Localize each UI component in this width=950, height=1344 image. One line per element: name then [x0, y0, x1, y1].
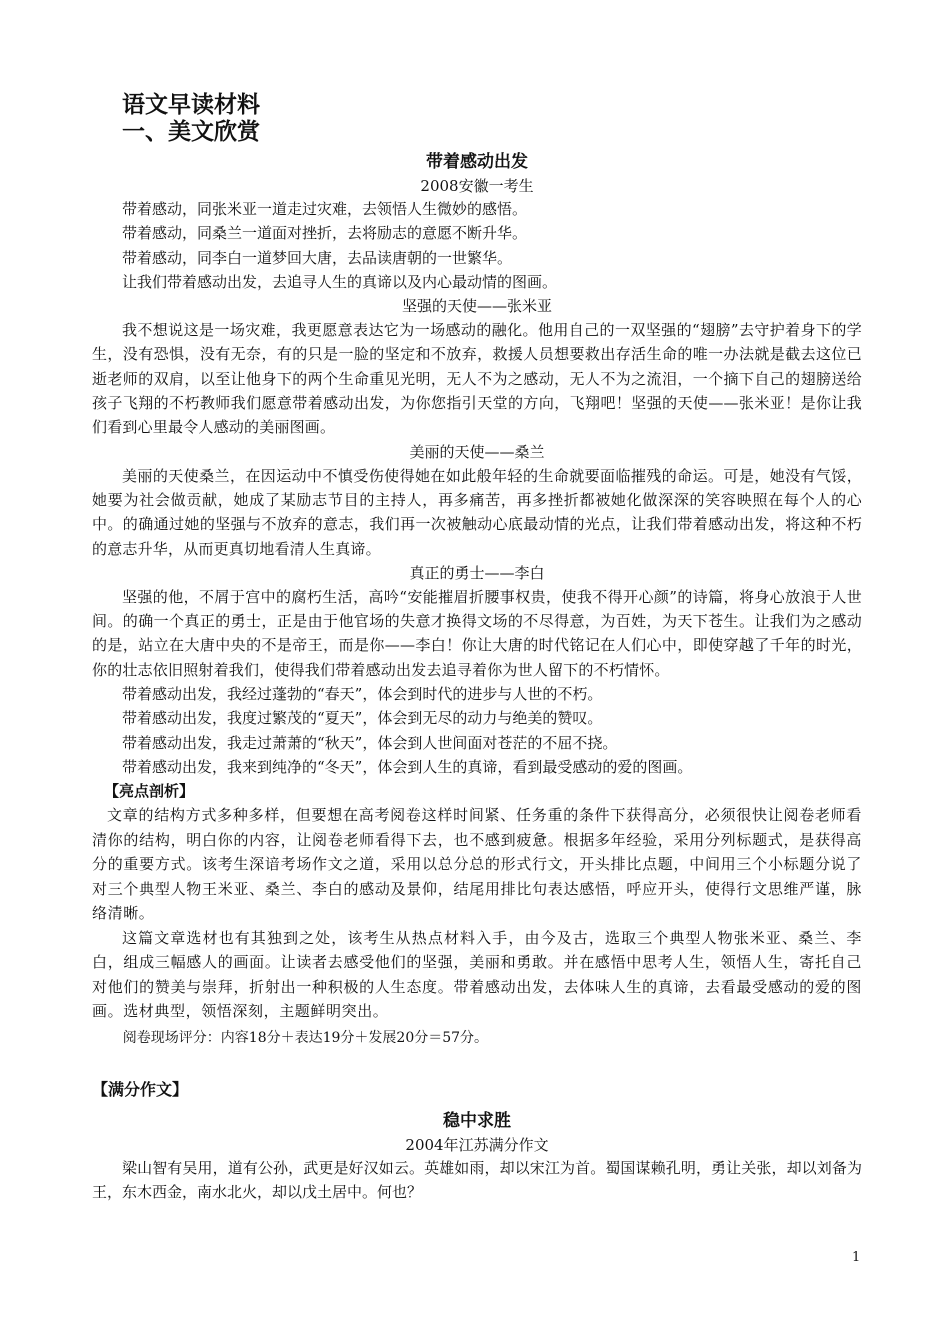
article-source: 2008安徽一考生	[420, 177, 534, 195]
essay-source: 2004年江苏满分作文	[405, 1135, 549, 1154]
article-title: 带着感动出发	[426, 152, 528, 172]
score-line: 阅卷现场评分：内容18分＋表达19分＋发展20分＝57分。	[122, 1029, 489, 1046]
intro-line: 带着感动，同李白一道梦回大唐，去品读唐朝的一世繁华。	[122, 248, 513, 267]
document-title: 语文早读材料	[122, 92, 260, 118]
intro-line: 带着感动，同张米亚一道走过灾难，去领悟人生微妙的感悟。	[122, 200, 528, 218]
subheading-libai: 真正的勇士——李白	[409, 563, 545, 582]
paragraph-sanglan: 美丽的天使桑兰，在因运动中不慎受伤使得她在如此般年轻的生命就要面临摧残的命运。可是，她没有气馁，她要为社会做贡献，她成了某励志节目的主持人，再多痛苦，再多挫折都被她化做深深的笑容映照在每个人的心中。的确通过她的坚强与不放弃的意志，我们再一次被触动心底最动情的光点，让我们带着感动出发，将这种不朽的意志升华，从而更真切地看清人生真谛。	[92, 466, 862, 558]
essay-title: 稳中求胜	[443, 1110, 511, 1131]
full-score-essay-label: 【满分作文】	[92, 1079, 189, 1099]
intro-line: 带着感动，同桑兰一道面对挫折，去将励志的意愿不断升华。	[122, 224, 528, 243]
outro-line: 带着感动出发，我来到纯净的“冬天”，体会到人生的真谛，看到最受感动的爱的图画。	[122, 757, 693, 776]
subheading-sanglan: 美丽的天使——桑兰	[409, 442, 545, 461]
outro-line: 带着感动出发，我度过繁茂的“夏天”，体会到无尽的动力与绝美的赞叹。	[122, 709, 603, 728]
section-heading: 一、美文欣赏	[122, 119, 260, 145]
page-number: 1	[852, 1250, 861, 1265]
paragraph-zhangmiya: 我不想说这是一场灾难，我更愿意表达它为一场感动的融化。他用自己的一双坚强的“翅膀”去守护着身下的学生，没有恐惧，没有无奈，有的只是一脸的坚定和不放弃，救援人员想要救出存活生命的唯一办法就是截去这位已逝老师的双肩，以至让他身下的两个生命重见光明，无人不为之感动，无人不为之流泪，一个摘下自己的翅膀送给孩子飞翔的不朽教师我们愿意带着感动出发，为你您指引天堂的方向，飞翔吧！坚强的天使——张米亚！是你让我们看到心里最令人感动的美丽图画。	[92, 321, 862, 437]
subheading-zhangmiya: 坚强的天使——张米亚	[401, 297, 552, 316]
paragraph-libai: 坚强的他，不屑于宫中的腐朽生活，高吟“安能摧眉折腰事权贵，使我不得开心颜”的诗篇，将身心放浪于人世间。的确一个真正的勇士，正是由于他官场的失意才换得文场的不尽得意，为百姓，为天下苍生。让我们为之感动的是，站立在大唐中央的不是帝王，而是你——李白！你让大唐的时代铭记在人们心中，即使穿越了千年的时光，你的壮志依旧照射着我们，使得我们带着感动出发去追寻着你为世人留下的不朽情怀。	[92, 587, 862, 679]
analysis-label: 【亮点剖析】	[104, 782, 195, 801]
analysis-paragraph: 这篇文章选材也有其独到之处，该考生从热点材料入手，由今及古，选取三个典型人物张米亚、桑兰、李白，组成三幅感人的画面。让读者去感受他们的坚强，美丽和勇敢。并在感悟中思考人生，领悟人生，寄托自己对他们的赞美与崇拜，折射出一种积极的人生态度。带着感动出发，去体味人生的真谛，去看最受感动的爱的图画。选材典型，领悟深刻，主题鲜明突出。	[92, 928, 862, 1021]
outro-line: 带着感动出发，我经过蓬勃的“春天”，体会到时代的进步与人世的不朽。	[122, 685, 603, 704]
intro-line: 让我们带着感动出发，去追寻人生的真谛以及内心最动情的图画。	[122, 272, 558, 291]
page-content	[92, 92, 862, 1204]
essay-paragraph: 梁山智有吴用，道有公孙，武更是好汉如云。英雄如雨，却以宋江为首。蜀国谋赖孔明，勇让关张，却以刘备为王，东木西金，南水北火，却以戊土居中。何也？	[92, 1158, 862, 1202]
analysis-paragraph: 文章的结构方式多种多样，但要想在高考阅卷这样时间紧、任务重的条件下获得高分，必须很快让阅卷老师看清你的结构，明白你的内容，让阅卷老师看得下去，也不感到疲惫。根据多年经验，采用分列标题式，是获得高分的重要方式。该考生深谙考场作文之道，采用以总分总的形式行文，开头排比点题，中间用三个小标题分说了对三个典型人物王米亚、桑兰、李白的感动及景仰，结尾用排比句表达感悟，呼应开头，使得行文思维严谨，脉络清晰。	[92, 806, 862, 923]
outro-line: 带着感动出发，我走过萧萧的“秋天”，体会到人世间面对苍茫的不屈不挠。	[122, 733, 618, 752]
